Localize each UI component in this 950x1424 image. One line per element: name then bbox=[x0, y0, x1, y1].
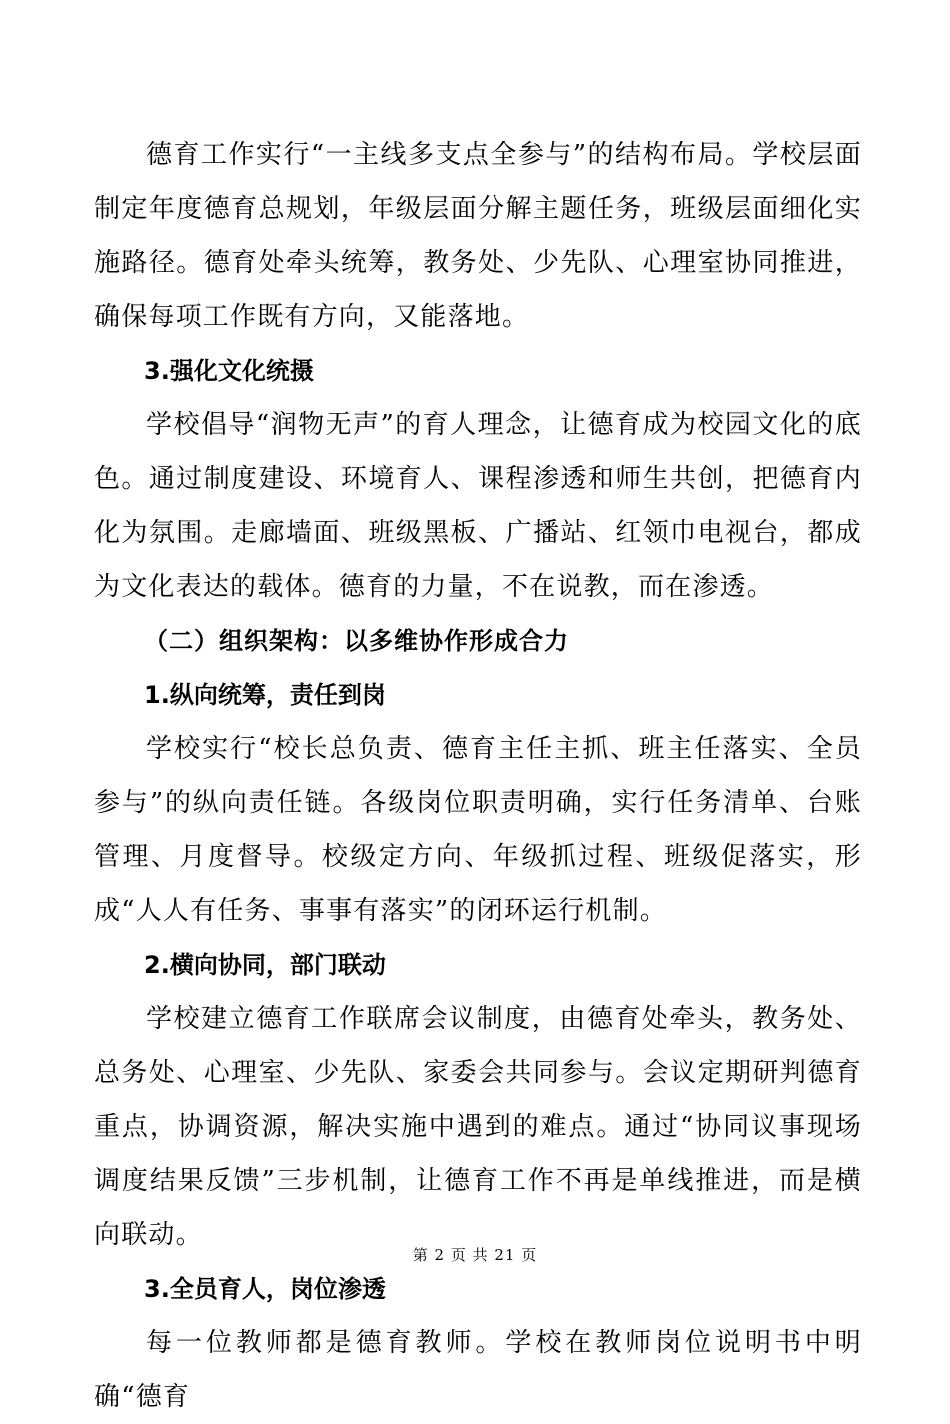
section-heading: 2.横向协同，部门联动 bbox=[144, 951, 386, 979]
paragraph: 每一位教师都是德育教师。学校在教师岗位说明书中明确“德育 bbox=[94, 1328, 862, 1412]
section-heading: 3.全员育人，岗位渗透 bbox=[144, 1275, 386, 1303]
page-number-footer: 第 2 页 共 21 页 bbox=[412, 1246, 538, 1264]
paragraph: 学校建立德育工作联席会议制度，由德育处牵头，教务处、总务处、心理室、少先队、家委会共同参与。会议定期研判德育重点，协调资源，解决实施中遇到的难点。通过“协同议事现场调度结果反馈”三步机制，让德育工作不再是单线推进，而是横向联动。 bbox=[94, 1004, 862, 1250]
paragraph: 学校倡导“润物无声”的育人理念，让德育成为校园文化的底色。通过制度建设、环境育人、课程渗透和师生共创，把德育内化为氛围。走廊墙面、班级黑板、广播站、红领巾电视台，都成为文化表达的载体。德育的力量，不在说教，而在渗透。 bbox=[94, 410, 862, 602]
section-heading: 1.纵向统筹，责任到岗 bbox=[144, 681, 386, 709]
paragraph: 德育工作实行“一主线多支点全参与”的结构布局。学校层面制定年度德育总规划，年级层面分解主题任务，班级层面细化实施路径。德育处牵头统筹，教务处、少先队、心理室协同推进，确保每项工作既有方向，又能落地。 bbox=[94, 140, 862, 332]
document-body bbox=[94, 128, 862, 1424]
paragraph: 学校实行“校长总负责、德育主任主抓、班主任落实、全员参与”的纵向责任链。各级岗位职责明确，实行任务清单、台账管理、月度督导。校级定方向、年级抓过程、班级促落实，形成“人人有任务、事事有落实”的闭环运行机制。 bbox=[94, 734, 862, 926]
chapter-heading: （二）组织架构：以多维协作形成合力 bbox=[144, 626, 569, 655]
section-heading: 3.强化文化统摄 bbox=[144, 357, 314, 385]
